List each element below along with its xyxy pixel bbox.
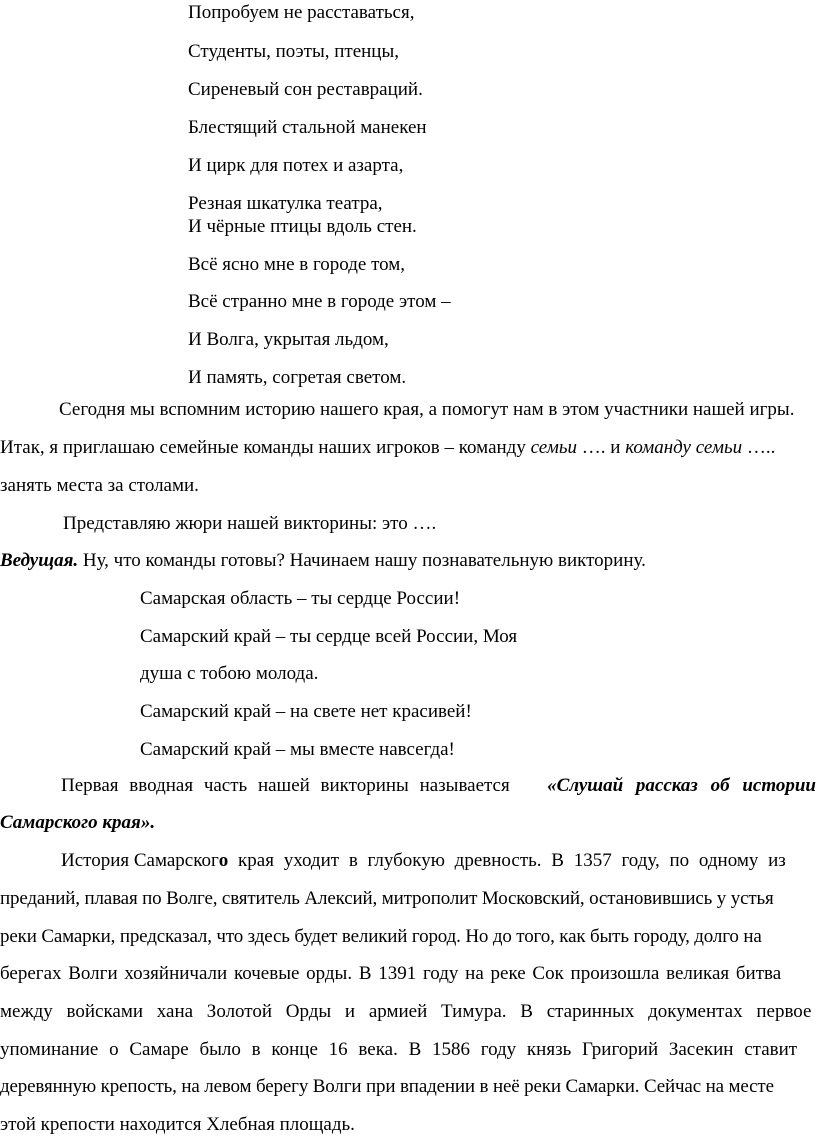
section-title-part2: Самарского края».: [0, 812, 156, 833]
poem1-line-5: И цирк для потех и азарта,: [188, 155, 404, 176]
poem1-line-1: Попробуем не расставаться,: [188, 2, 415, 23]
host-text: Ну, что команды готовы? Начинаем нашу познавательную викторину.: [78, 550, 646, 571]
poem2-line-1: Самарская область – ты сердце России!: [140, 588, 461, 609]
poem1-line-4: Блестящий стальной манекен: [188, 117, 427, 138]
intro-family-1: семьи: [530, 437, 578, 458]
host-line: [0, 550, 646, 572]
history-line-4: берегах Волги хозяйничали кочевые орды. В 1391 году на реке Сок произошла великая битва: [0, 963, 782, 984]
history-line-8: этой крепости находится Хлебная площадь.: [0, 1114, 355, 1135]
poem1-line-3: Сиреневый сон реставраций.: [188, 79, 423, 100]
intro-line-2: [0, 437, 775, 459]
poem1-line-9: Всё странно мне в городе этом –: [188, 291, 451, 312]
history-line-5: между войсками хана Золотой Орды и армией Тимура. В старинных документах первое: [0, 1001, 812, 1022]
section-intro-text: Первая вводная часть нашей викторины называется: [61, 775, 510, 796]
history-line-3: реки Самарки, предсказал, что здесь будет великий город. Но до того, как быть городу, долго на: [0, 926, 762, 947]
intro-line-3: занять места за столами.: [0, 475, 199, 496]
poem2-line-2: Самарский край – ты сердце всей России, Моя: [140, 626, 518, 647]
host-label: Ведущая.: [0, 550, 79, 571]
history-line-1-c: края уходит в глубокую древность. В 1357 году, по одному из: [228, 850, 786, 871]
poem1-line-2: Студенты, поэты, птенцы,: [188, 41, 399, 62]
poem1-line-8: Всё ясно мне в городе том,: [188, 254, 406, 275]
poem2-line-5: Самарский край – мы вместе навсегда!: [140, 739, 455, 760]
poem1-line-11: И память, согретая светом.: [188, 367, 407, 388]
section-intro-line: [61, 775, 816, 797]
section-title-part1: «Слушай рассказ об истории: [547, 775, 816, 796]
poem1-line-6: Резная шкатулка театра,: [188, 193, 383, 214]
intro-line-2-mid: …. и: [577, 437, 626, 458]
history-line-1-a: История Самарског: [61, 850, 219, 871]
intro-line-2-start: Итак, я приглашаю семейные команды наших игроков – команду: [0, 437, 531, 458]
poem2-line-3: душа с тобою молода.: [140, 663, 319, 684]
history-line-2: преданий, плавая по Волге, святитель Алексий, митрополит Московский, остановившись у устья: [0, 888, 774, 909]
history-line-1: [61, 850, 816, 872]
jury-line: Представляю жюри нашей викторины: это ….: [63, 513, 437, 534]
history-line-6: упоминание о Самаре было в конце 16 века. В 1586 году князь Григорий Засекин ставит: [0, 1039, 798, 1060]
history-line-1-b: о: [218, 850, 229, 871]
poem1-line-10: И Волга, укрытая льдом,: [188, 329, 389, 350]
poem2-line-4: Самарский край – на свете нет красивей!: [140, 701, 472, 722]
poem1-line-7: И чёрные птицы вдоль стен.: [188, 216, 417, 237]
intro-line-2-end: …..: [742, 437, 776, 458]
history-line-7: деревянную крепость, на левом берегу Волги при впадении в неё реки Самарки. Сейчас на месте: [0, 1076, 774, 1097]
history-line-1-text: [61, 850, 786, 872]
intro-family-2: команду семьи: [625, 437, 743, 458]
intro-line-1: Сегодня мы вспомним историю нашего края, а помогут нам в этом участники нашей игры.: [59, 399, 795, 420]
